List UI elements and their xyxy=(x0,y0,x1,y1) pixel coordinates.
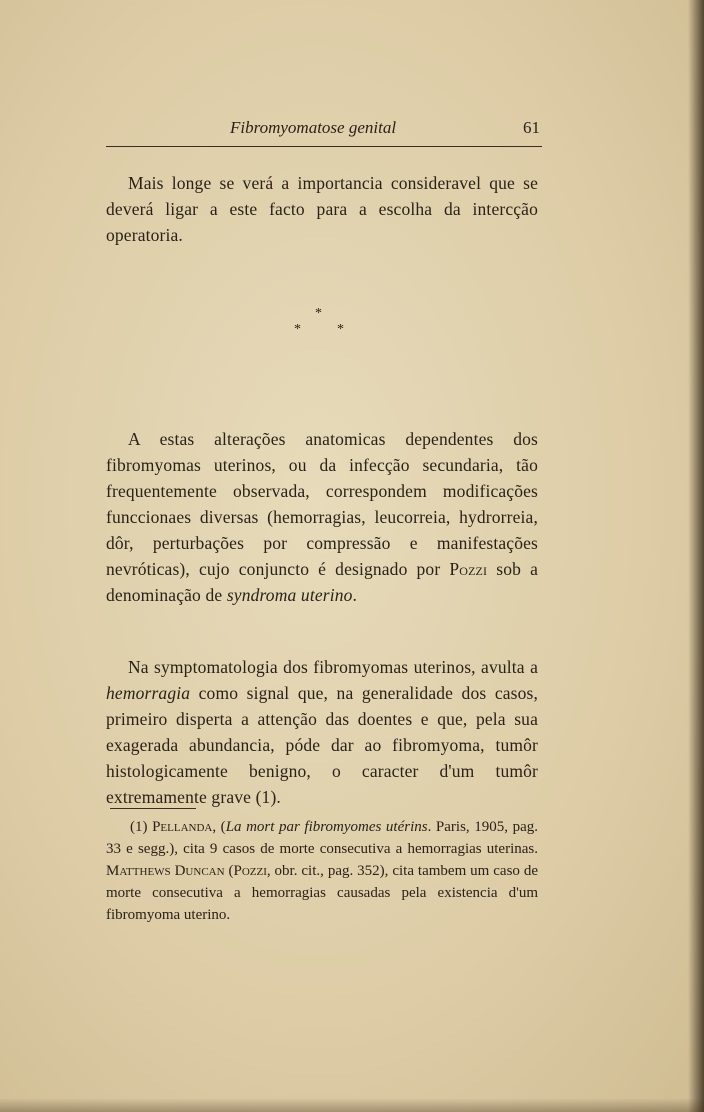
asterisk-mark: * xyxy=(315,306,322,321)
asterisk-mark: * xyxy=(337,322,344,337)
footnote-rule xyxy=(110,808,196,809)
paragraph-3-text-before: Na symptomatologia dos fibromyomas uterinos, avulta a xyxy=(128,657,538,677)
footnote xyxy=(106,816,538,926)
paragraph-1-text: Mais longe se verá a importancia consideravel que se deverá ligar a este facto para a escolha da intercção operatoria. xyxy=(106,173,538,245)
author-name: Matthews Duncan xyxy=(106,863,225,879)
italic-term: syndroma uterino xyxy=(226,585,353,605)
footnote-marker: (1) xyxy=(130,819,153,835)
footnote-separator: , ( xyxy=(212,819,226,835)
asterisk-mark: * xyxy=(294,322,301,337)
running-head-title: Fibromyomatose genital xyxy=(230,118,397,137)
footnote-text xyxy=(106,816,538,926)
asterism-divider xyxy=(292,306,352,340)
running-head xyxy=(106,118,542,147)
page-edge-shadow xyxy=(688,0,704,1112)
footnote-text-2: , obr. cit., pag. 352), cita tambem um caso de morte consecutiva a hemorragias causadas pela existencia d'um fibromyoma uterino. xyxy=(106,863,539,923)
page-number: 61 xyxy=(523,118,540,137)
footnote-text-1: . Paris, 1905, pag. 33 e segg.), cita 9 casos de morte consecutiva a hemorragias uterinas. xyxy=(106,819,538,857)
paragraph-2-text-after: . xyxy=(352,585,358,605)
paragraph-1 xyxy=(106,170,538,248)
paragraph-3 xyxy=(106,654,538,810)
cited-work-title: La mort par fibromyomes utérins xyxy=(225,819,428,835)
paragraph-2-text xyxy=(106,426,538,608)
page-bottom-shadow xyxy=(0,1098,704,1112)
footnote-separator: ( xyxy=(224,863,234,879)
paragraph-2 xyxy=(106,426,538,608)
author-name: Pellanda xyxy=(152,819,213,835)
paragraph-3-text xyxy=(106,654,538,810)
paragraph-2-text-middle: sob a denominação de xyxy=(106,559,538,605)
author-name: Pozzi xyxy=(449,559,488,579)
paragraph-2-text-before: A estas alterações anatomicas dependentes dos fibromyomas uterinos, ou da infecção secundaria, tão frequentemente observada, correspondem modificações funccionaes diversas (hemorragias, leucorreia, hydrorreia, dôr, perturbações por compressão e manifestações nevróticas), cujo conjuncto é designado por xyxy=(106,429,538,579)
paragraph-3-text-after: como signal que, na generalidade dos casos, primeiro disperta a attenção das doentes e que, pela sua exagerada abundancia, póde dar ao fibromyoma, tumôr histologicamente benigno, o caracter d'um tumôr extremamente grave (1). xyxy=(106,683,538,807)
italic-term: hemorragia xyxy=(106,683,191,703)
author-name: Pozzi xyxy=(233,863,267,879)
